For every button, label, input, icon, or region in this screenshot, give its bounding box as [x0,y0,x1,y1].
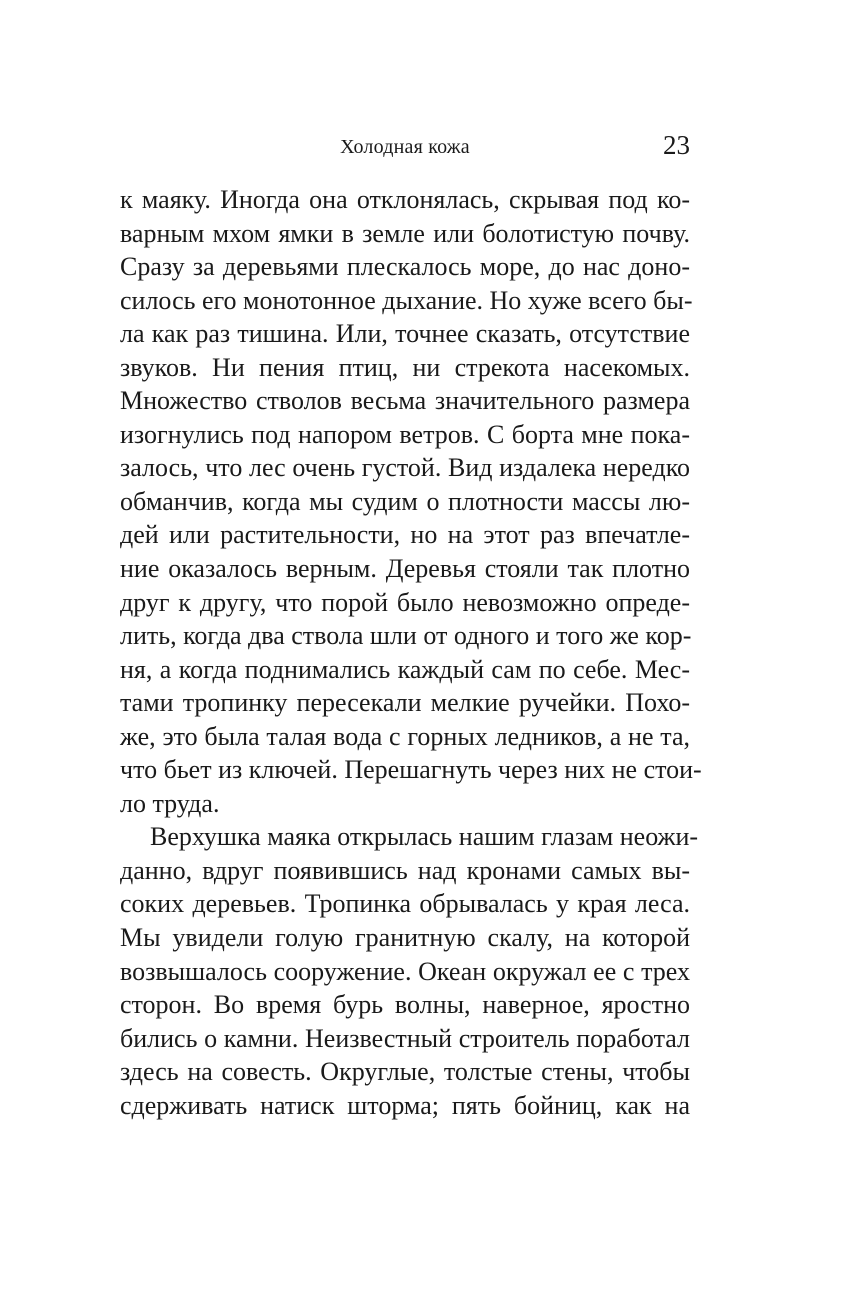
text-line: варным мхом ямки в земле или болотистую почву. [120,218,690,248]
text-line: Мы увидели голую гранитную скалу, на которой [120,923,690,953]
text-line: ла как раз тишина. Или, точнее сказать, отсутствие [120,319,690,349]
paragraph [120,820,699,1122]
text-line: здесь на совесть. Округлые, толстые стены, чтобы [120,1057,690,1087]
text-line: Множество стволов весьма значительного размера [120,386,690,416]
text-line: сторон. Во время бурь волны, наверное, яростно [120,990,690,1020]
running-head [120,130,690,160]
text-line: силось его монотонное дыхание. Но хуже всего бы- [120,285,693,315]
text-line: сдерживать натиск шторма; пять бойниц, как на [120,1090,690,1120]
text-line: дей или растительности, но на этот раз впечатле- [120,520,690,550]
text-line: к маяку. Иногда она отклонялась, скрывая под ко- [120,185,690,214]
text-line: Верхушка маяка открылась нашим глазам неожи- [150,822,699,852]
text-line: звуков. Ни пения птиц, ни стрекота насекомых. [120,352,690,382]
text-line: друг к другу, что порой было невозможно опреде- [120,587,690,617]
text-line: бились о камни. Неизвестный строитель поработал [120,1023,690,1053]
running-title: Холодная кожа [340,136,470,158]
page-number: 23 [663,130,690,160]
text-line: лить, когда два ствола шли от одного и того же кор- [120,621,692,651]
text-line: залось, что лес очень густой. Вид издалека нередко [120,453,690,483]
text-line: тами тропинку пересекали мелкие ручейки. Похо- [120,688,690,718]
paragraph [120,183,702,820]
text-line: Сразу за деревьями плескалось море, до нас доно- [120,252,690,282]
text-line: ло труда. [120,788,220,818]
text-line: обманчив, когда мы судим о плотности массы лю- [120,486,690,516]
text-line: изогнулись под напором ветров. С борта мне пока- [120,419,690,449]
text-line: ня, а когда поднимались каждый сам по себе. Мес- [120,654,690,684]
text-line: соких деревьев. Тропинка обрывалась у края леса. [120,889,690,919]
text-line: возвышалось сооружение. Океан окружал ее с трех [120,956,690,986]
text-line: же, это была талая вода с горных ледников, а не та, [120,721,690,751]
text-line: данно, вдруг появившись над кронами самых вы- [120,855,690,885]
text-line: что бьет из ключей. Перешагнуть через них не стои- [120,755,702,785]
text-line: ние оказалось верным. Деревья стояли так плотно [120,554,690,584]
page-body [120,183,702,1122]
